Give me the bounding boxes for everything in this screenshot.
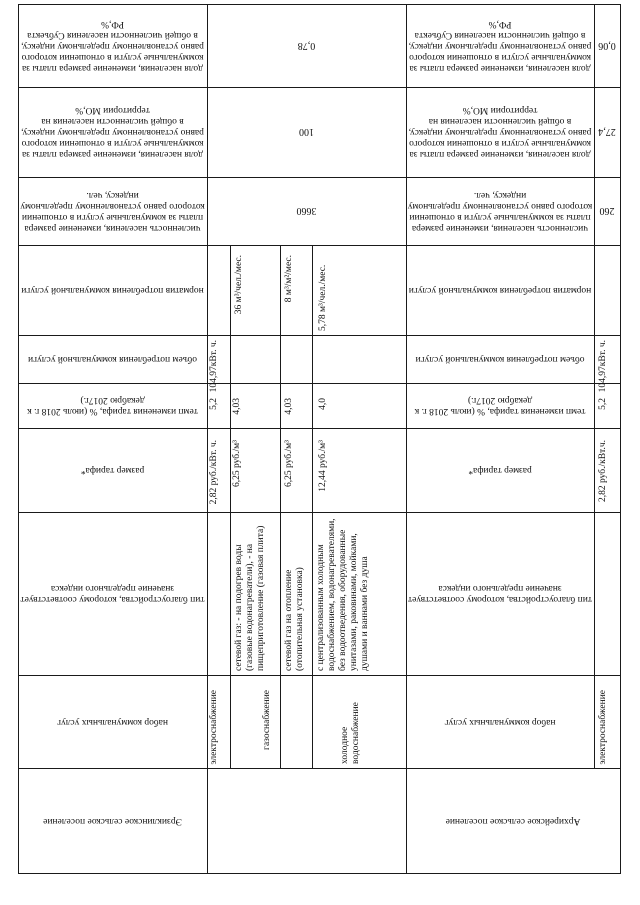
left-header-norm: норматив потребления коммунальной услуги <box>21 285 204 296</box>
left-settlement-name: Эрзиклинское сельское поселение <box>43 816 182 826</box>
left-service-electricity: электроснабжение <box>209 690 219 765</box>
left-header-set: набор коммунальных услуг <box>57 717 168 727</box>
left-header-population: численность населения, изменение размера платы за коммунальные услуги в отношении которого равно установленному предельному индексу, чел. <box>20 190 205 233</box>
left-service-water: холодное водоснабжение <box>340 702 361 764</box>
right-header-volume: объем потребления коммунальной услуги <box>415 354 585 365</box>
rule-sub3 <box>312 245 313 768</box>
left-rate-electricity: 5,2 <box>209 398 219 410</box>
left-type-water: с централизованным холодным водоснабжением, водонагревателями, без водоотведения, оборудованные унитазами, раковинами, мойками, душами и ваннами без душа <box>316 518 370 671</box>
right-header-type: тип благоустройства, которому соответствует значение предельного индекса <box>408 583 592 605</box>
right-header-set: набор коммунальных услуг <box>444 717 556 727</box>
left-population-value: 3660 <box>296 205 317 217</box>
left-norm-gas: 36 м³/чел./мес. <box>234 255 244 315</box>
right-header-share-rf: доля населения, изменение размера платы за коммунальные услуги в отношении которого равно установленному предельному индексу, в общей численности населения Субъекта РФ,% <box>408 19 592 73</box>
left-header-type: тип благоустройства, которому соответствует значение предельного индекса <box>20 583 205 605</box>
right-header-norm: норматив потребления коммунальной услуги <box>408 285 592 296</box>
right-header-population: численность населения, изменение размера платы за коммунальные услуги в отношении которого равно установленному предельному индексу, чел. <box>407 190 593 233</box>
left-header-rate: темп изменения тарифа, % (июль 2018 г. к декабрю 2017г.) <box>27 395 198 417</box>
left-tariff-heating: 6,25 руб./м³ <box>284 440 294 487</box>
left-tariff-electricity: 2,82 руб./кВт. ч. <box>209 440 219 505</box>
left-volume-electricity: 104,97кВт. ч. <box>209 340 219 393</box>
right-volume-electricity: 104,97кВт. ч. <box>598 340 608 393</box>
left-type-gas: сетевой газ: - на подогрев воды (газовые водонагреватели), - на пищеприготовление (газовая плита) <box>234 525 266 671</box>
left-share-mo-value: 100 <box>299 126 314 138</box>
right-settlement-name: Архирейское сельское поселение <box>445 816 581 826</box>
right-header-tariff: размер тарифа* <box>468 465 532 476</box>
right-header-rate: темп изменения тарифа, % (июль 2018 г. к декабрю 2017г.) <box>414 395 586 417</box>
rule-bottom <box>18 873 621 874</box>
left-norm-heating: 8 м³/м²/мес. <box>284 255 294 303</box>
right-tariff-electricity: 2,82 руб./кВт.ч. <box>598 440 608 503</box>
rule-right <box>620 4 621 874</box>
right-rate-electricity: 5,2 <box>598 398 608 410</box>
rule-sub1 <box>230 245 231 768</box>
right-service-electricity: электроснабжение <box>598 690 608 765</box>
left-tariff-water: 12,44 руб./м³ <box>318 440 328 492</box>
left-rate-heating: 4,03 <box>284 398 294 415</box>
left-header-tariff: размер тарифа* <box>80 465 145 476</box>
left-service-gas: газоснабжение <box>262 690 272 750</box>
left-type-heating: сетевой газ на отопление (отопительная установка) <box>284 567 305 671</box>
right-header-share-mo: доля населения, изменение размера платы за коммунальные услуги в отношении которого равно установленному предельному индексу, в общей численности населения на территории МО,% <box>408 105 592 160</box>
left-header-volume: объем потребления коммунальной услуги <box>28 354 197 365</box>
right-share-mo-value: 27,4 <box>598 126 616 138</box>
right-population-value: 260 <box>599 205 615 217</box>
left-rate-water: 4,0 <box>318 398 328 410</box>
rule-sub2 <box>280 245 281 768</box>
right-share-rf-value: 0,06 <box>598 40 616 51</box>
left-header-share-rf: доля населения, изменение размера платы за коммунальные услуги в отношении которого равно установленному предельному индексу, в общей численности населения Субъекта РФ,% <box>21 19 204 73</box>
left-rate-gas: 4,03 <box>232 398 242 415</box>
left-share-rf-value: 0,78 <box>297 40 316 51</box>
left-header-share-mo: доля населения, изменение размера платы за коммунальные услуги в отношении которого равно установленному предельному индексу, в общей численности населения на территории МО,% <box>21 105 204 160</box>
left-tariff-gas: 6,25 руб./м³ <box>232 440 242 487</box>
left-norm-water: 5,78 м³/чел./мес. <box>318 264 328 331</box>
